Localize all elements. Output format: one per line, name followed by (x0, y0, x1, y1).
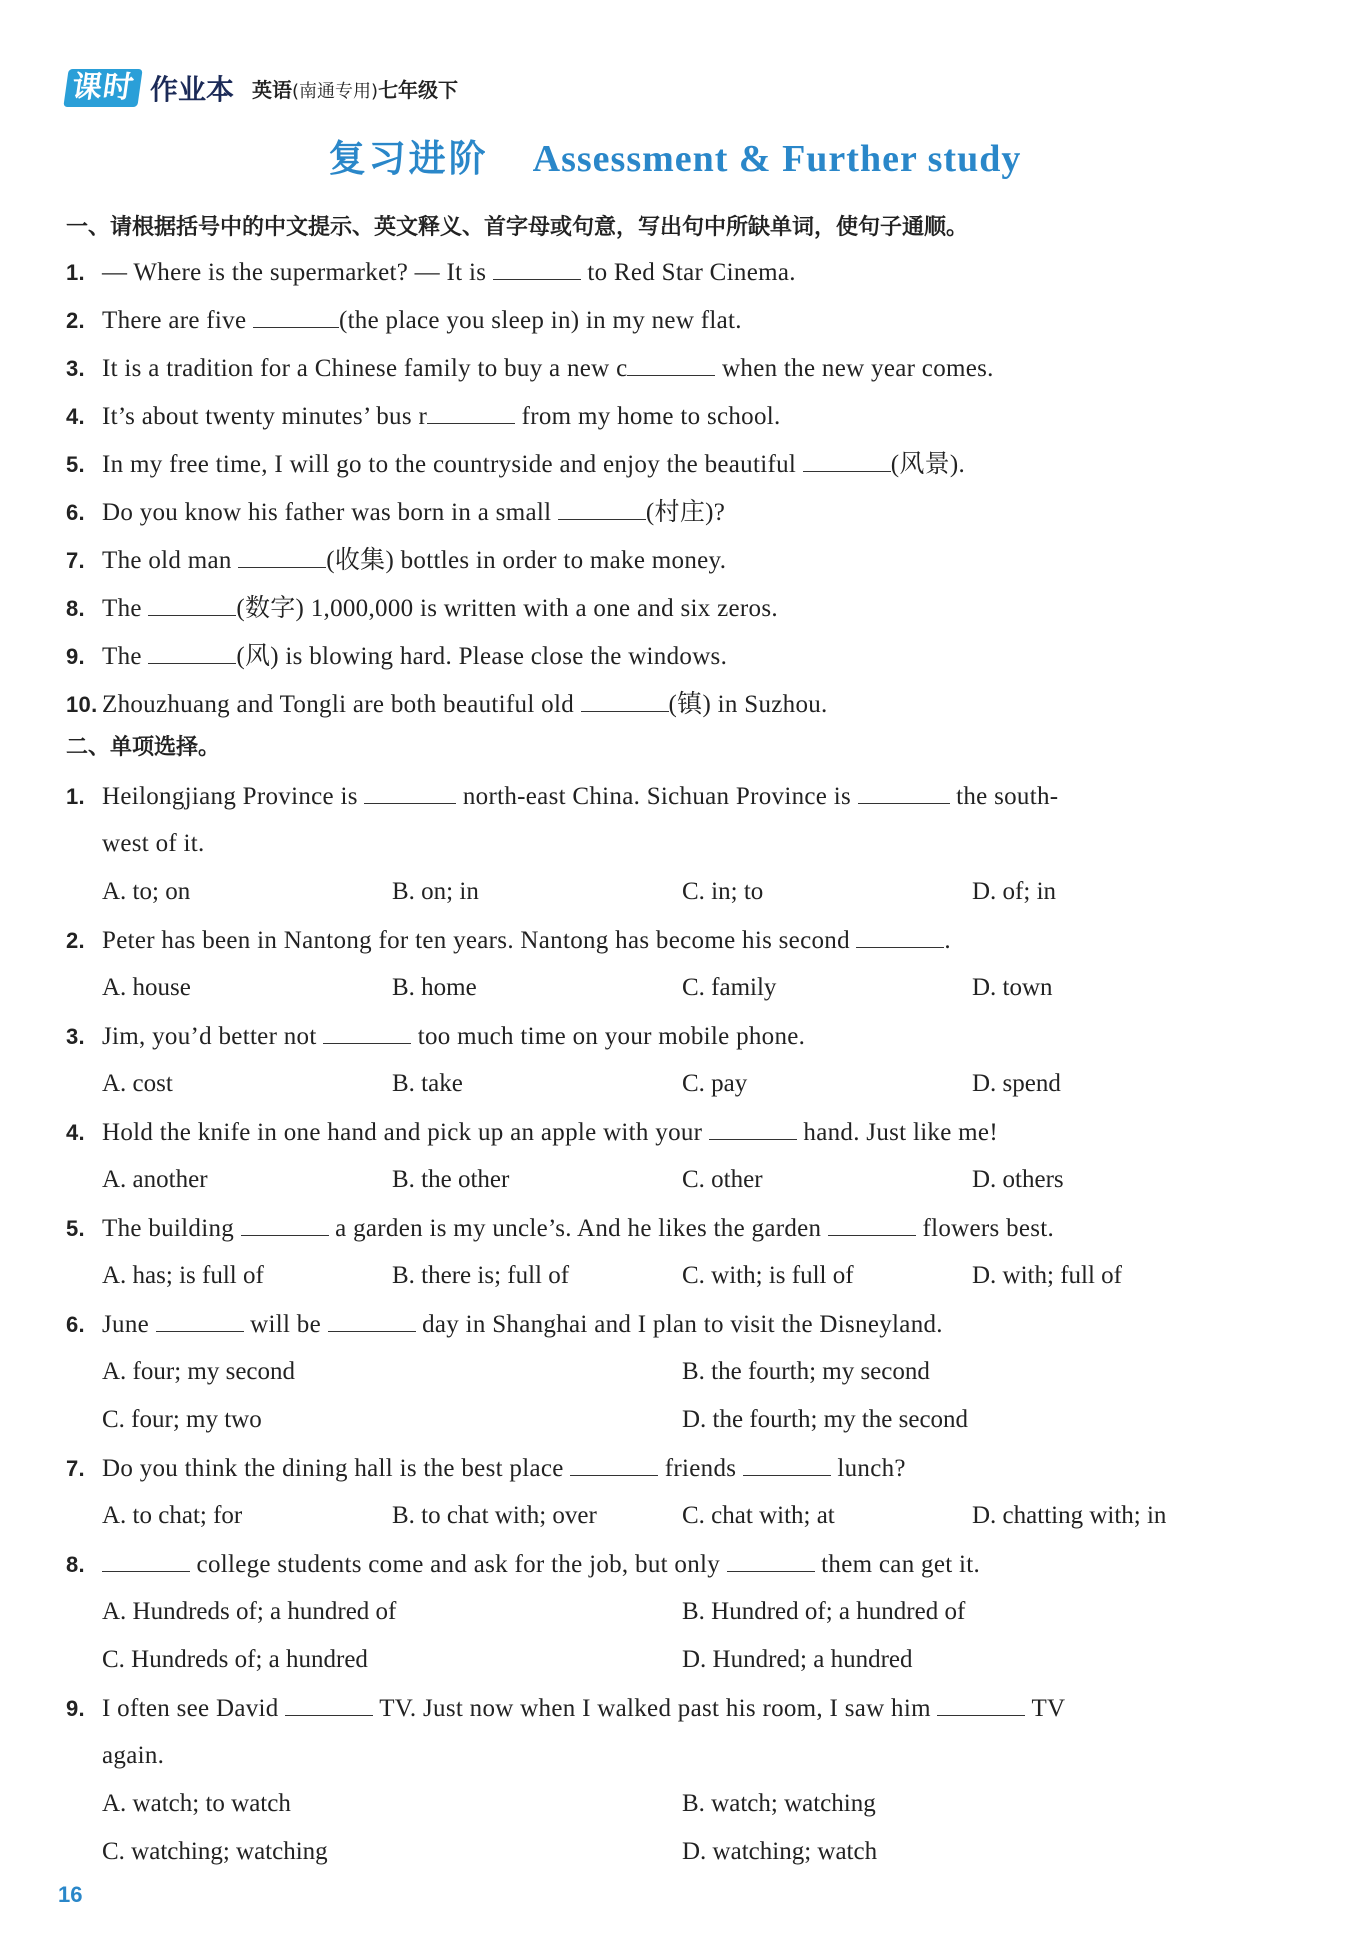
s2-question-1 (66, 781, 1058, 812)
book-subtitle (252, 74, 458, 103)
question-text: Peter has been in Nantong for ten years. Nantong has become his second (102, 927, 857, 954)
option-d[interactable]: D. Hundred; a hundred (682, 1646, 913, 1673)
answer-blank[interactable] (156, 1309, 244, 1332)
answer-blank[interactable] (323, 1021, 411, 1044)
question-text: hand. Just like me! (796, 1119, 998, 1146)
option-a[interactable]: A. another (102, 1166, 208, 1193)
s1-question-2 (66, 305, 742, 336)
answer-blank[interactable] (427, 401, 515, 424)
question-number: 7. (66, 1456, 85, 1481)
s1-question-5 (66, 449, 965, 480)
question-text: (村庄)? (645, 499, 726, 526)
question-text: north-east China. Sichuan Province is (456, 783, 858, 810)
option-a[interactable]: A. has; is full of (102, 1262, 264, 1289)
question-text: The old man (102, 547, 239, 574)
answer-blank[interactable] (238, 545, 326, 568)
question-text: TV. Just now when I walked past his room, I saw him (373, 1695, 938, 1722)
question-text: — Where is the supermarket? — It is (102, 259, 493, 286)
s1-question-3 (66, 353, 994, 384)
question-text: (风景). (890, 451, 966, 478)
option-d[interactable]: D. the fourth; my the second (682, 1406, 969, 1433)
question-text: a garden is my uncle’s. And he likes the garden (328, 1215, 828, 1242)
question-text: (收集) bottles in order to make money. (326, 547, 727, 574)
answer-blank[interactable] (148, 593, 236, 616)
option-a[interactable]: A. cost (102, 1070, 173, 1097)
question-number: 4. (66, 1120, 85, 1145)
option-b[interactable]: B. take (392, 1070, 463, 1097)
answer-blank[interactable] (937, 1693, 1025, 1716)
option-b[interactable]: B. the fourth; my second (682, 1358, 930, 1385)
answer-blank[interactable] (285, 1693, 373, 1716)
question-number: 3. (66, 1024, 85, 1049)
s2-question-7 (66, 1453, 906, 1484)
option-a[interactable]: A. watch; to watch (102, 1790, 291, 1817)
option-a[interactable]: A. to chat; for (102, 1502, 243, 1529)
s2-question-2 (66, 925, 951, 956)
answer-blank[interactable] (709, 1117, 797, 1140)
option-c[interactable]: C. pay (682, 1070, 748, 1097)
question-text: when the new year comes. (715, 355, 994, 382)
brand-name: 作业本 (150, 73, 235, 106)
question-text: The (102, 643, 149, 670)
option-d[interactable]: D. town (972, 974, 1053, 1001)
option-a[interactable]: A. house (102, 974, 191, 1001)
title-en: Assessment & Further study (532, 138, 1022, 180)
question-text: The building (102, 1215, 241, 1242)
question-text: It is a tradition for a Chinese family to buy a new c (102, 355, 628, 382)
option-d[interactable]: D. with; full of (972, 1262, 1122, 1289)
s2-question-1-cont: west of it. (102, 830, 205, 857)
option-d[interactable]: D. others (972, 1166, 1064, 1193)
question-text: the south- (949, 783, 1059, 810)
question-text: Hold the knife in one hand and pick up an apple with your (102, 1119, 709, 1146)
question-text: . (944, 927, 951, 954)
answer-blank[interactable] (627, 353, 715, 376)
s2-question-9-cont: again. (102, 1742, 165, 1769)
question-number: 8. (66, 1552, 85, 1577)
question-text: TV (1025, 1695, 1066, 1722)
question-text: (镇) in Suzhou. (668, 691, 828, 718)
question-text: June (102, 1311, 156, 1338)
question-text: will be (243, 1311, 328, 1338)
s2-question-4 (66, 1117, 998, 1148)
edition: (南通专用) (292, 80, 379, 102)
answer-blank[interactable] (581, 689, 669, 712)
question-text: friends (658, 1455, 743, 1482)
question-text: too much time on your mobile phone. (411, 1023, 806, 1050)
option-c[interactable]: C. with; is full of (682, 1262, 854, 1289)
page-number: 16 (58, 1882, 83, 1907)
answer-blank[interactable] (253, 305, 339, 328)
page-title (0, 128, 1350, 182)
question-text: Jim, you’d better not (102, 1023, 324, 1050)
question-text: flowers best. (915, 1215, 1055, 1242)
question-text: Do you think the dining hall is the best place (102, 1455, 571, 1482)
option-b[interactable]: B. watch; watching (682, 1790, 876, 1817)
answer-blank[interactable] (727, 1549, 815, 1572)
option-c[interactable]: C. family (682, 974, 777, 1001)
subject: 英语 (252, 77, 293, 102)
s2-question-9 (66, 1693, 1065, 1724)
section1-heading: 一、请根据括号中的中文提示、英文释义、首字母或句意，写出句中所缺单词，使句子通顺。 (66, 215, 969, 240)
question-number: 2. (66, 308, 85, 333)
page-header (66, 66, 458, 110)
question-text: It’s about twenty minutes’ bus r (102, 403, 428, 430)
question-number: 4. (66, 404, 85, 429)
option-d[interactable]: D. watching; watch (682, 1838, 878, 1865)
question-text: I often see David (102, 1695, 286, 1722)
s2-question-3 (66, 1021, 805, 1052)
answer-blank[interactable] (364, 781, 456, 804)
s2-question-5 (66, 1213, 1054, 1244)
question-number: 6. (66, 1312, 85, 1337)
answer-blank[interactable] (102, 1549, 190, 1572)
option-d[interactable]: D. chatting with; in (972, 1502, 1167, 1529)
s1-question-1 (66, 257, 796, 288)
question-number: 5. (66, 452, 85, 477)
question-number: 1. (66, 260, 85, 285)
question-text: Zhouzhuang and Tongli are both beautiful old (102, 691, 581, 718)
logo (66, 69, 234, 107)
answer-blank[interactable] (148, 641, 236, 664)
answer-blank[interactable] (803, 449, 891, 472)
question-number: 8. (66, 596, 85, 621)
question-number: 6. (66, 500, 85, 525)
question-text: (数字) 1,000,000 is written with a one and six zeros. (236, 595, 778, 622)
option-a[interactable]: A. to; on (102, 878, 191, 905)
option-d[interactable]: D. spend (972, 1070, 1061, 1097)
question-number: 1. (66, 784, 85, 809)
question-number: 5. (66, 1216, 85, 1241)
option-b[interactable]: B. the other (392, 1166, 510, 1193)
option-b[interactable]: B. on; in (392, 878, 479, 905)
question-text: to Red Star Cinema. (580, 259, 796, 286)
option-c[interactable]: C. Hundreds of; a hundred (102, 1646, 368, 1673)
s1-question-10 (66, 689, 828, 720)
answer-blank[interactable] (828, 1213, 916, 1236)
s2-question-8 (66, 1549, 980, 1580)
question-number: 9. (66, 1696, 85, 1721)
section2-heading: 二、单项选择。 (66, 735, 221, 760)
question-text: lunch? (830, 1455, 906, 1482)
question-number: 2. (66, 928, 85, 953)
logo-mark: 课时 (63, 69, 142, 107)
question-text: There are five (102, 307, 253, 334)
question-text: them can get it. (814, 1551, 981, 1578)
question-number: 7. (66, 548, 85, 573)
s1-question-7 (66, 545, 726, 576)
option-c[interactable]: C. other (682, 1166, 763, 1193)
question-number: 10. (66, 692, 98, 717)
question-number: 3. (66, 356, 85, 381)
answer-blank[interactable] (241, 1213, 329, 1236)
title-cn: 复习进阶 (328, 136, 489, 180)
answer-blank[interactable] (858, 781, 950, 804)
question-text: college students come and ask for the job, but only (190, 1551, 727, 1578)
option-c[interactable]: C. watching; watching (102, 1838, 328, 1865)
answer-blank[interactable] (328, 1309, 416, 1332)
question-text: The (102, 595, 149, 622)
option-c[interactable]: C. four; my two (102, 1406, 262, 1433)
question-text: day in Shanghai and I plan to visit the Disneyland. (415, 1311, 943, 1338)
option-c[interactable]: C. chat with; at (682, 1502, 835, 1529)
s1-question-8 (66, 593, 778, 624)
question-text: (the place you sleep in) in my new flat. (338, 307, 742, 334)
answer-blank[interactable] (570, 1453, 658, 1476)
option-c[interactable]: C. in; to (682, 878, 764, 905)
answer-blank[interactable] (743, 1453, 831, 1476)
s1-question-4 (66, 401, 781, 432)
s1-question-9 (66, 641, 727, 672)
question-number: 9. (66, 644, 85, 669)
option-d[interactable]: D. of; in (972, 878, 1057, 905)
option-b[interactable]: B. there is; full of (392, 1262, 570, 1289)
option-b[interactable]: B. to chat with; over (392, 1502, 597, 1529)
question-text: Do you know his father was born in a small (102, 499, 558, 526)
question-text: (风) is blowing hard. Please close the windows. (236, 643, 728, 670)
option-b[interactable]: B. home (392, 974, 477, 1001)
question-text: from my home to school. (515, 403, 781, 430)
option-b[interactable]: B. Hundred of; a hundred of (682, 1598, 966, 1625)
s2-question-6 (66, 1309, 943, 1340)
s1-question-6 (66, 497, 725, 528)
question-text: Heilongjiang Province is (102, 783, 365, 810)
question-text: In my free time, I will go to the countryside and enjoy the beautiful (102, 451, 803, 478)
option-a[interactable]: A. Hundreds of; a hundred of (102, 1598, 397, 1625)
grade: 七年级下 (378, 77, 459, 102)
option-a[interactable]: A. four; my second (102, 1358, 296, 1385)
answer-blank[interactable] (856, 925, 944, 948)
answer-blank[interactable] (558, 497, 646, 520)
answer-blank[interactable] (493, 257, 581, 280)
